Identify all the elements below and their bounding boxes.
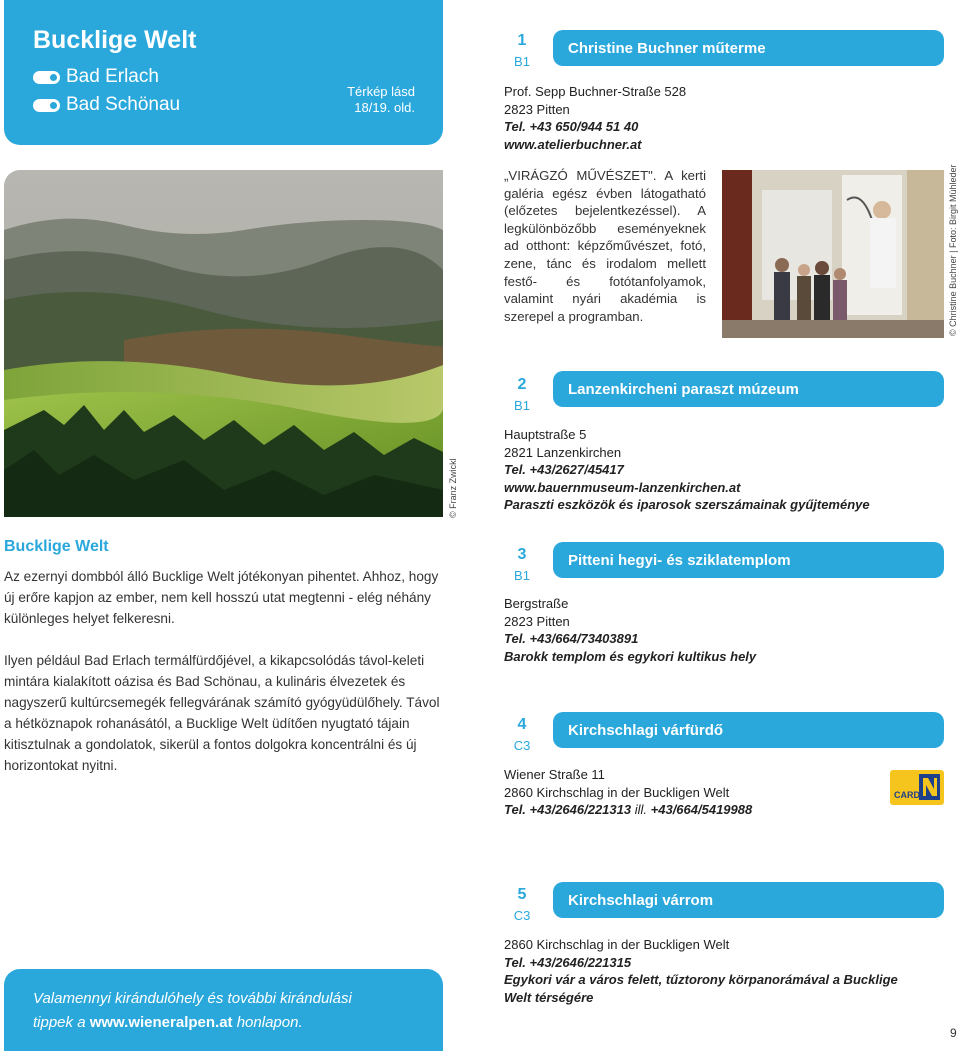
location-icon (33, 99, 60, 112)
landscape-photo (4, 170, 443, 517)
niederoesterreich-card-logo (890, 770, 944, 805)
gallery-photo-credit: © Christine Buchner | Foto: Birgit Mühleder (948, 164, 958, 336)
gallery-photo (722, 170, 944, 338)
footer-card: Valamennyi kirándulóhely és további kirándulási tippek a www.wieneralpen.at honlapon. (4, 969, 443, 1051)
website-link[interactable]: www.wieneralpen.at (89, 1014, 233, 1031)
section-2-marker: 2 B1 (514, 376, 530, 413)
location-label: Bad Erlach (66, 66, 159, 87)
section-4-title: Kirchschlagi várfürdő (553, 712, 944, 748)
section-5-title: Kirchschlagi várrom (553, 882, 944, 918)
section-4-marker: 4 C3 (513, 716, 531, 753)
intro-title: Bucklige Welt (4, 538, 109, 555)
intro-paragraph-2: Ilyen például Bad Erlach termálfürdőjével, a kikapcsolódás távol-keleti mintára kialakított oázisa és Bad Schönau, a kulináris élvezetek és nagyszerű kultúrcsemegék fellegvárának számító gyógyüdülőhely. Távol a hétköznapok rohanásától, a Bucklige Welt üdítően nyugtató tájain kitisztulnak a gondolatok, sikerül a fontos dolgokra koncentrálni és új horizontokat nyitni. (4, 653, 440, 773)
section-3-title: Pitteni hegyi- és sziklatemplom (553, 542, 944, 578)
section-2-info: Hauptstraße 5 2821 Lanzenkirchen Tel. +43/2627/45417 www.bauernmuseum-lanzenkirchen.at Paraszti eszközök és iparosok szerszámainak gyűjteménye (504, 426, 944, 514)
section-5-info: 2860 Kirchschlag in der Buckligen Welt Tel. +43/2646/221315 Egykori vár a város felett, tűztorony körpanorámával a Bucklige Welt térségére (504, 937, 898, 1005)
location-label: Bad Schönau (66, 94, 181, 115)
intro-paragraph-1: Az ezernyi dombból álló Bucklige Welt jótékonyan pihentet. Ahhoz, hogy új erőre kapjon az ember, nem kell hosszú utat megtenni - elég néhány különleges helyet felkeresni. (4, 569, 439, 626)
section-2-title: Lanzenkircheni paraszt múzeum (553, 371, 944, 407)
photo-credit: © Franz Zwickl (448, 458, 458, 518)
section-5-marker: 5 C3 (513, 886, 531, 923)
card-label: CARD (894, 790, 920, 800)
section-1-web-link[interactable]: www.atelierbuchner.at (504, 136, 642, 152)
section-1-marker: 1 B1 (514, 32, 530, 69)
location-bad-erlach (33, 66, 159, 88)
page-number: 9 (950, 1026, 957, 1040)
section-2-web-link[interactable]: www.bauernmuseum-lanzenkirchen.at (504, 479, 741, 495)
section-3-info: Bergstraße 2823 Pitten Tel. +43/664/73403891 Barokk templom és egykori kultikus hely (504, 596, 757, 664)
map-reference: Térkép lásd 18/19. old. (347, 84, 415, 115)
section-1-info: Prof. Sepp Buchner-Straße 528 2823 Pitten Tel. +43 650/944 51 40 www.atelierbuchner.at (504, 83, 834, 153)
section-4-info: Wiener Straße 11 2860 Kirchschlag in der Buckligen Welt Tel. +43/2646/221313 ill. +43/664/5419988 (504, 767, 753, 817)
header-card (4, 0, 443, 145)
location-icon (33, 71, 60, 84)
section-3-marker: 3 B1 (514, 546, 530, 583)
location-bad-schoenau (33, 94, 180, 116)
page-title: Bucklige Welt (33, 26, 197, 54)
section-1-description: „VIRÁGZÓ MŰVÉSZET". A kerti galéria egész évben látogatható (előzetes bejelentkezéssel). A legkülönbözőbb eseményeknek ad otthont: képzőművészet, fotó, zene, tánc és irodalom mellett festő- és fotótanfolyamok, valamint nyári akadémia is szerepel a programban. (504, 168, 706, 324)
section-1-title: Christine Buchner műterme (553, 30, 944, 66)
